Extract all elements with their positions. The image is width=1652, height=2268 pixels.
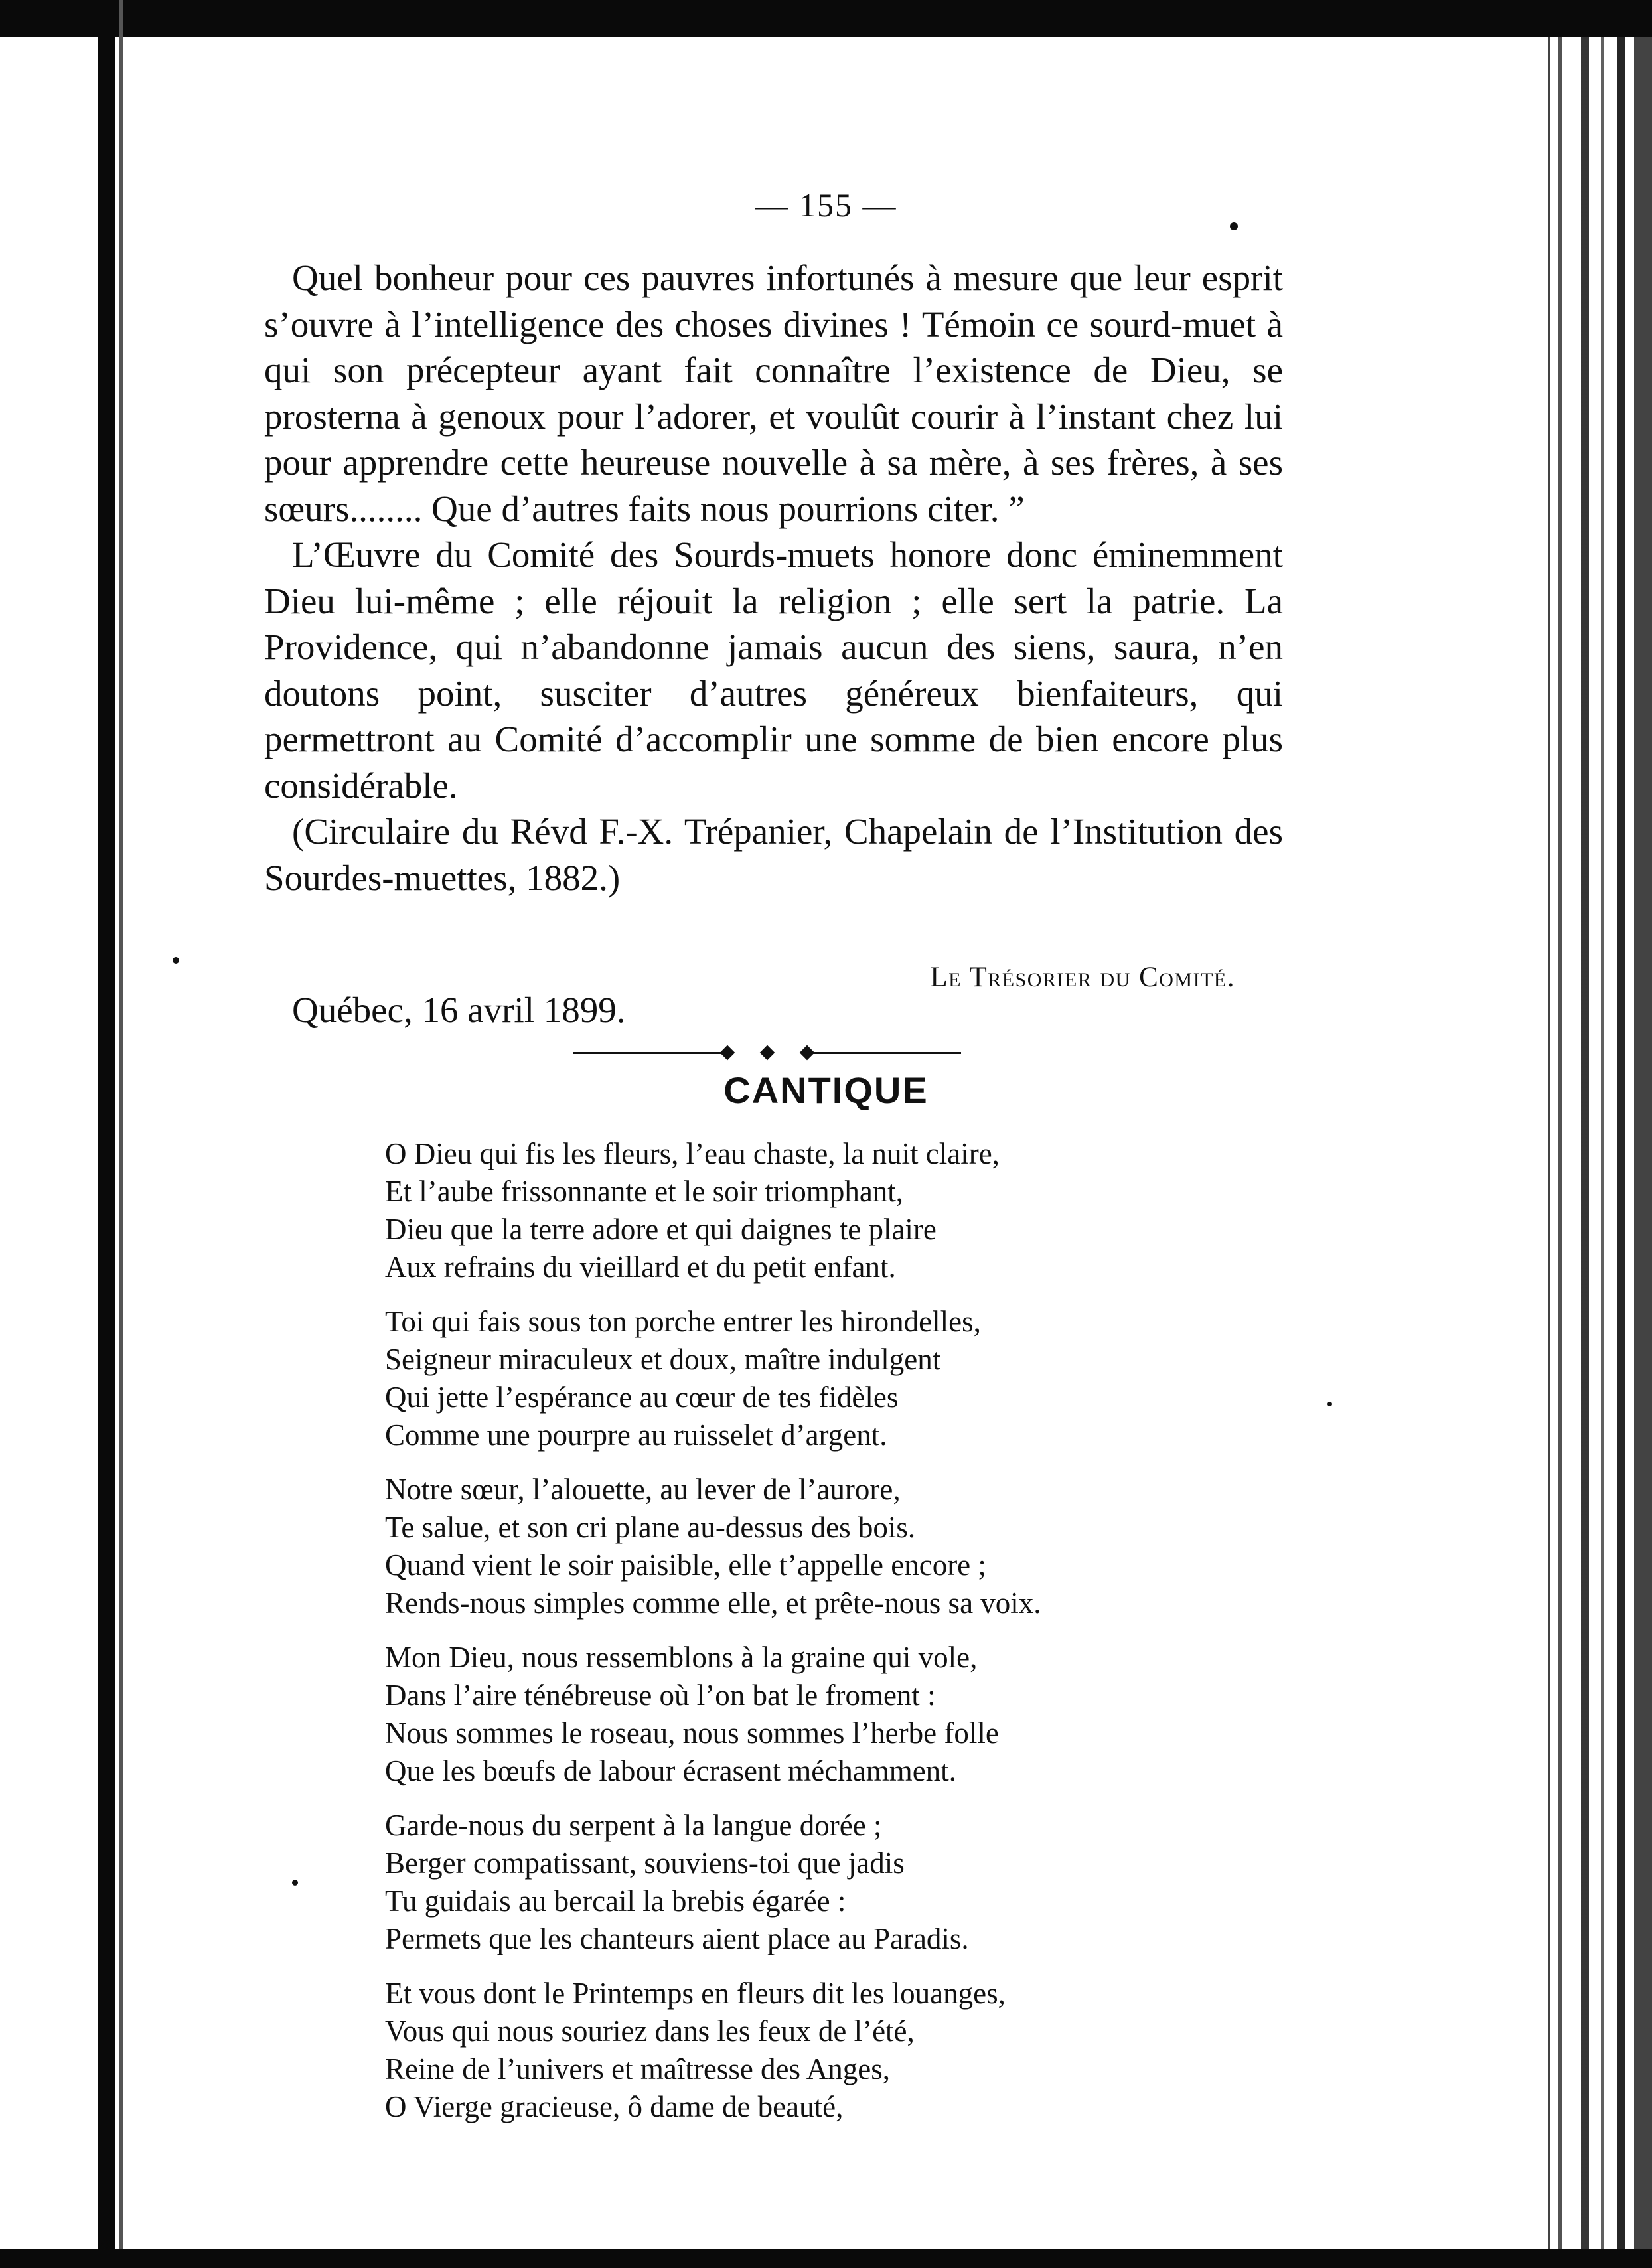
poem (385, 1135, 1314, 2143)
poem-line: Et l’aube frissonnante et le soir triomphant, (385, 1175, 904, 1208)
poem-line: Reine de l’univers et maîtresse des Anges, (385, 2052, 891, 2085)
poem-stanza (385, 1807, 1314, 1958)
poem-line: Dieu que la terre adore et qui daignes te plaire (385, 1213, 937, 1246)
poem-line: Te salue, et son cri plane au-dessus des bois. (385, 1511, 916, 1544)
poem-line: Permets que les chanteurs aient place au Paradis. (385, 1922, 969, 1955)
poem-line: O Dieu qui fis les fleurs, l’eau chaste, la nuit claire, (385, 1137, 1000, 1170)
poem-stanza (385, 1639, 1314, 1790)
signature: Le Trésorier du Comité. (930, 962, 1235, 993)
poem-line: Et vous dont le Printemps en fleurs dit les louanges, (385, 1977, 1006, 2010)
poem-line: Tu guidais au bercail la brebis égarée : (385, 1884, 846, 1918)
poem-line: Aux refrains du vieillard et du petit enfant. (385, 1250, 896, 1284)
poem-line: Rends-nous simples comme elle, et prête-nous sa voix. (385, 1586, 1041, 1620)
poem-line: Nous sommes le roseau, nous sommes l’herbe folle (385, 1716, 999, 1750)
poem-line: Notre sœur, l’alouette, au lever de l’aurore, (385, 1473, 901, 1506)
dateline: Québec, 16 avril 1899. (292, 990, 626, 1030)
poem-line: Seigneur miraculeux et doux, maître indulgent (385, 1343, 941, 1376)
poem-line: Vous qui nous souriez dans les feux de l’été, (385, 2014, 915, 2048)
poem-line: Garde-nous du serpent à la langue dorée ; (385, 1809, 882, 1842)
body-text (264, 255, 1283, 901)
poem-line: Qui jette l’espérance au cœur de tes fidèles (385, 1381, 899, 1414)
paragraph: L’Œuvre du Comité des Sourds-muets honore donc éminemment Dieu lui-même ; elle réjouit la religion ; elle sert la patrie. La Providence, qui n’abandonne jamais aucun des siens, saura, n’en doutons point, susciter d’autres généreux bienfaiteurs, qui permettront au Comité d’accomplir une somme de bien encore plus considérable. (264, 534, 1283, 806)
poem-line: Comme une pourpre au ruisselet d’argent. (385, 1418, 887, 1452)
poem-stanza (385, 1303, 1314, 1454)
poem-line: Berger compatissant, souviens-toi que jadis (385, 1847, 905, 1880)
poem-title: CANTIQUE (723, 1069, 929, 1111)
poem-line: O Vierge gracieuse, ô dame de beauté, (385, 2090, 844, 2123)
poem-stanza (385, 1135, 1314, 1286)
page-number: — 155 — (755, 187, 897, 224)
poem-stanza (385, 1471, 1314, 1622)
poem-stanza (385, 1975, 1314, 2126)
poem-line: Que les bœufs de labour écrasent méchamment. (385, 1754, 956, 1787)
paragraph: Quel bonheur pour ces pauvres infortunés à mesure que leur esprit s’ouvre à l’intelligence des choses divines ! Témoin ce sourd-muet à qui son précepteur ayant fait connaître l’existence de Dieu, se prosterna à genoux pour l’adorer, et voulût courir à l’instant chez lui pour apprendre cette heureuse nouvelle à sa mère, à ses frères, à ses sœurs........ Que d’autres faits nous pourrions citer. ” (264, 258, 1283, 529)
paragraph: (Circulaire du Révd F.-X. Trépanier, Chapelain de l’Institution des Sourdes-muettes, 1882.) (264, 811, 1283, 898)
poem-line: Dans l’aire ténébreuse où l’on bat le froment : (385, 1679, 936, 1712)
divider-ornament (722, 1047, 812, 1059)
poem-line: Quand vient le soir paisible, elle t’appelle encore ; (385, 1549, 986, 1582)
poem-line: Toi qui fais sous ton porche entrer les hirondelles, (385, 1305, 981, 1338)
poem-line: Mon Dieu, nous ressemblons à la graine qui vole, (385, 1641, 978, 1674)
